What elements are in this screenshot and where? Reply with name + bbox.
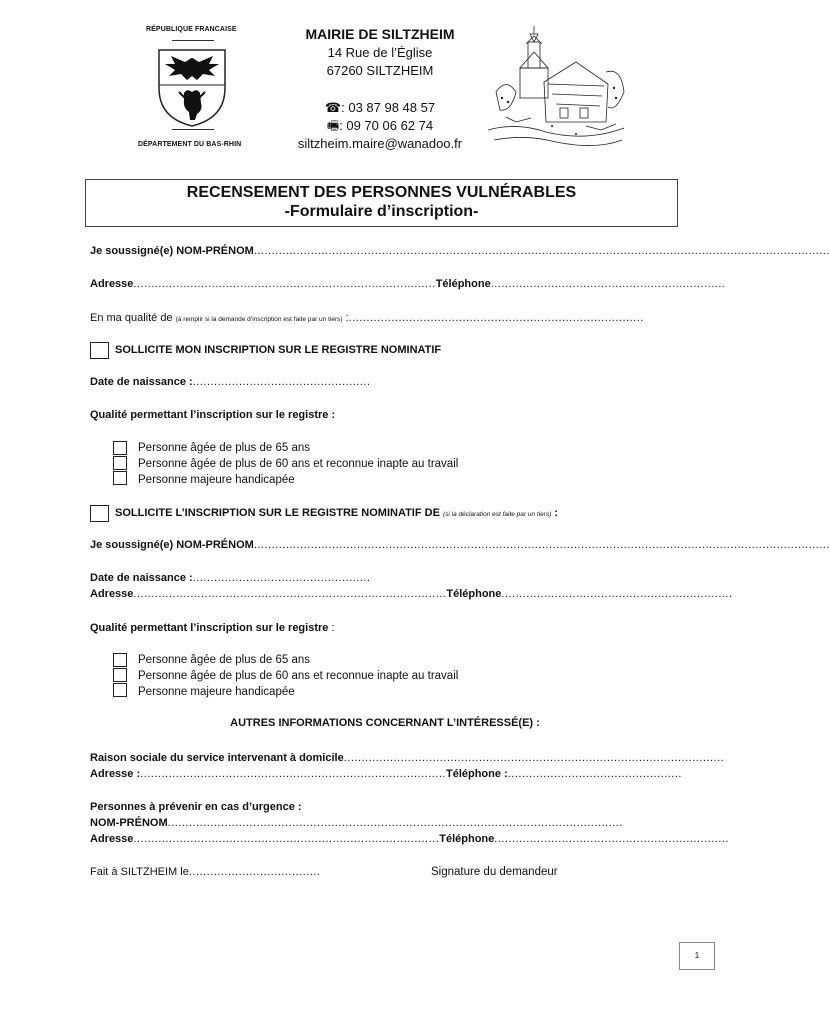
page-number: 1	[694, 951, 700, 960]
form-title-box	[85, 179, 678, 227]
adresse-label: Adresse	[90, 278, 134, 290]
option-label: Personne âgée de plus de 65 ans	[138, 654, 310, 666]
telephone-label: Téléphone	[446, 588, 502, 600]
option-checkbox[interactable]	[113, 441, 127, 455]
email: siltzheim.maire@wanadoo.fr	[297, 136, 463, 151]
adresse-label: Adresse	[90, 588, 134, 600]
republic-label: RÉPUBLIQUE FRANCAISE	[146, 26, 237, 33]
street-address: 14 Rue de l’Église	[327, 45, 433, 60]
nom-prenom-label: NOM-PRÉNOM	[90, 817, 168, 829]
adresse-field[interactable]: Adresse.....................................................................................Téléphone..................................................................	[90, 278, 726, 290]
telephone-label: Téléphone :	[445, 768, 508, 780]
urgence-adresse-field[interactable]: Adresse......................................................................................Téléphone..................................................................	[90, 833, 729, 845]
section1-checkbox[interactable]	[90, 342, 109, 359]
option-checkbox[interactable]	[113, 471, 127, 485]
option-checkbox[interactable]	[113, 456, 127, 470]
date-naissance-field[interactable]: Date de naissance :..................................................	[90, 376, 371, 388]
adresse-field[interactable]: Adresse........................................................................................Téléphone.................................................................	[90, 588, 733, 600]
mairie-title: MAIRIE DE SILTZHEIM	[305, 26, 455, 42]
raison-sociale-label: Raison sociale du service intervenant à domicile	[90, 752, 344, 764]
form-title: RECENSEMENT DES PERSONNES VULNÉRABLES	[186, 184, 577, 201]
city-address: 67260 SILTZHEIM	[326, 63, 434, 78]
date-naissance-label: Date de naissance :	[90, 572, 193, 584]
telephone-label: Téléphone	[439, 833, 495, 845]
qualite-label: En ma qualité de	[90, 312, 173, 324]
qualite-registre-heading: Qualité permettant l’inscription sur le registre :	[90, 409, 336, 421]
page-number-box	[679, 942, 715, 970]
qualite-registre-heading: Qualité permettant l’inscription sur le registre :	[90, 622, 335, 634]
qualite-field[interactable]: En ma qualité de (à remplir si la demande d’inscription est faite par un tiers) :...................................................................................	[90, 312, 644, 324]
fax-line	[270, 117, 490, 135]
telephone-label: Téléphone	[435, 278, 491, 290]
option-label: Personne âgée de plus de 65 ans	[138, 442, 310, 454]
fait-a-field[interactable]: Fait à SILTZHEIM le.....................................	[90, 866, 321, 878]
section2-label: SOLLICITE L’INSCRIPTION SUR LE REGISTRE NOMINATIF DE	[115, 507, 440, 519]
option-checkbox[interactable]	[113, 653, 127, 667]
section2-colon: :	[551, 507, 559, 519]
soussigne-field[interactable]: Je soussigné(e) NOM-PRÉNOM..................................................................................................................................................................	[90, 539, 830, 551]
option-label: Personne âgée de plus de 60 ans et reconnue inapte au travail	[138, 670, 459, 682]
form-subtitle: -Formulaire d’inscription-	[284, 203, 479, 220]
phone-number: : 03 87 98 48 57	[341, 100, 436, 115]
qualite-colon: :	[342, 312, 349, 324]
option-label: Personne âgée de plus de 60 ans et reconnue inapte au travail	[138, 458, 459, 470]
option-label: Personne majeure handicapée	[138, 474, 295, 486]
soussigne-label: Je soussigné(e) NOM-PRÉNOM	[90, 539, 254, 551]
section2-note: (si la déclaration est faite par un tiers)	[442, 511, 552, 518]
option-checkbox[interactable]	[113, 683, 127, 697]
section1-row	[90, 340, 678, 360]
fax-icon: 🖷	[326, 118, 340, 133]
section1-label: SOLLICITE MON INSCRIPTION SUR LE REGISTRE NOMINATIF	[115, 344, 442, 356]
soussigne-label: Je soussigné(e) NOM-PRÉNOM	[90, 245, 254, 257]
urgence-nom-field[interactable]: NOM-PRÉNOM................................................................................................................................	[90, 817, 623, 829]
divider	[172, 40, 214, 41]
soussigne-field[interactable]: Je soussigné(e) NOM-PRÉNOM..................................................................................................................................................................	[90, 245, 830, 257]
signature-label: Signature du demandeur	[431, 866, 558, 878]
option-label: Personne majeure handicapée	[138, 686, 295, 698]
department-label: DÉPARTEMENT DU BAS-RHIN	[138, 141, 242, 148]
qualite-note: (à remplir si la demande d’inscription est faite par un tiers)	[175, 316, 343, 323]
adresse-label: Adresse :	[90, 768, 141, 780]
autres-heading: AUTRES INFORMATIONS CONCERNANT L’INTÉRESSÉ(E) :	[230, 717, 540, 729]
phone-line	[270, 99, 490, 117]
phone-icon: ☎	[324, 100, 342, 115]
option-checkbox[interactable]	[113, 668, 127, 682]
raison-sociale-field[interactable]: Raison sociale du service intervenant à domicile...........................................................................................................	[90, 752, 725, 764]
divider	[172, 129, 214, 130]
date-naissance-field[interactable]: Date de naissance :..................................................	[90, 572, 371, 584]
fait-a-label: Fait à SILTZHEIM le	[90, 866, 189, 878]
date-naissance-label: Date de naissance :	[90, 376, 193, 388]
adresse-service-field[interactable]: Adresse :......................................................................................Téléphone :.................................................	[90, 768, 682, 780]
village-sketch-icon	[486, 22, 626, 152]
adresse-label: Adresse	[90, 833, 134, 845]
section2-checkbox[interactable]	[90, 505, 109, 522]
fax-number: : 09 70 06 62 74	[339, 118, 434, 133]
section2-row	[90, 503, 678, 523]
urgence-heading: Personnes à prévenir en cas d’urgence :	[90, 801, 302, 813]
coat-of-arms-icon	[157, 48, 227, 128]
